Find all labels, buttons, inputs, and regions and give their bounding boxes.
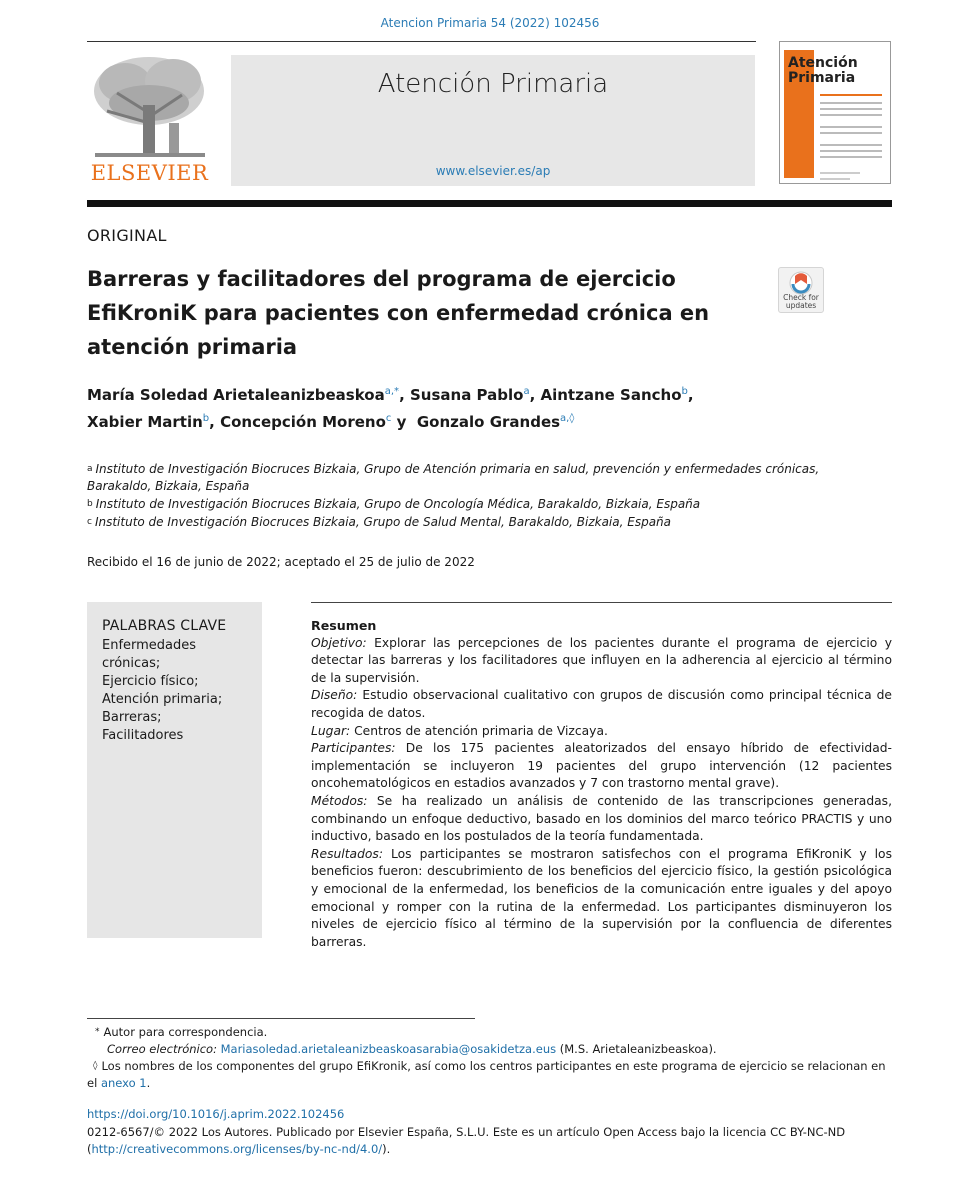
copyright-notice [87,1124,892,1158]
abstract-label: Objetivo: [311,635,367,650]
abstract-text: Se ha realizado un análisis de contenido de las transcripciones generadas, combinando un enfoque deductivo, basado en los dominios del marco teórico PRACTIS y uno inductivo, basado en los postulados de la teoría fundamentada. [311,793,892,844]
affiliation-c [87,514,887,531]
affiliation-mark: b [87,499,93,509]
copyright-end: ). [382,1142,391,1156]
author-affil-mark[interactable]: a,◊ [560,413,575,424]
correspondence-text: Autor para correspondencia. [103,1025,268,1039]
footnote-correspondence [87,1024,892,1058]
abstract-participants [311,740,892,793]
author-name: Aintzane Sancho [540,386,682,404]
email-link[interactable]: Mariasoledad.arietaleanizbeaskoasarabia@osakidetza.eus [220,1042,557,1056]
abstract-label: Métodos: [311,793,368,808]
author-separator: , [209,413,221,431]
group-note: Los nombres de los componentes del grupo EfiKronik, así como los centros participantes en este programa de ejercicio se relacionan en el [87,1059,886,1090]
author-name: Susana Pablo [409,386,524,404]
doi-link[interactable]: https://doi.org/10.1016/j.aprim.2022.102456 [87,1107,345,1121]
check-for-updates-button[interactable] [778,267,824,313]
affiliation-mark: a [87,464,93,474]
cover-line [820,94,882,96]
footnote-group [87,1058,892,1092]
abstract-objective [311,635,892,688]
abstract-design [311,687,892,722]
abstract-label: Lugar: [311,723,351,738]
author-affil-mark[interactable]: b [202,413,210,424]
keyword-item: crónicas; [102,656,161,671]
header-rule [87,41,756,42]
received-dates: Recibido el 16 de junio de 2022; aceptado el 25 de julio de 2022 [87,555,475,569]
keywords-list [102,637,222,745]
author-affil-mark[interactable]: b [681,386,688,397]
elsevier-wordmark: ELSEVIER [90,161,209,185]
author-name: María Soledad Arietaleanizbeaskoa [87,386,385,404]
abstract-text: Centros de atención primaria de Vizcaya. [350,723,608,738]
abstract-setting [311,723,892,741]
affiliation-a [87,461,887,495]
keyword-item: Barreras; [102,710,162,725]
correspondence-mark: * [95,1027,100,1037]
journal-banner [231,55,755,186]
cover-text-lines [820,102,882,180]
abstract-text: De los 175 pacientes aleatorizados del ensayo híbrido de efectividad-implementación se incluyeron 19 pacientes del grupo intervención (12 pacientes oncohematológicos en estadios avanzados y 7 con trastorno mental grave). [311,741,892,791]
keyword-item: Facilitadores [102,728,184,743]
author-separator: , [399,386,410,404]
author-affil-mark[interactable]: c [385,413,392,424]
author-name: Xabier Martin [87,413,203,431]
abstract-rule [311,602,892,603]
abstract-label: Participantes: [311,741,396,756]
abstract-heading: Resumen [311,618,377,633]
article-title: Barreras y facilitadores del programa de ejercicio EfiKroniK para pacientes con enfermedad crónica en atención primaria [87,267,710,359]
journal-url[interactable]: www.elsevier.es/ap [435,164,551,178]
abstract-text: Explorar las percepciones de los pacientes durante el programa de ejercicio y detectar las barreras y los facilitadores que influyen en la adherencia al ejercicio al término de la supervisión. [311,635,892,685]
footnote-rule [87,1018,475,1019]
annex-link[interactable]: anexo 1 [100,1076,147,1090]
author-affil-mark[interactable]: a [523,386,530,397]
group-mark: ◊ [93,1061,98,1071]
affiliation-text: Instituto de Investigación Biocruces Bizkaia, Grupo de Salud Mental, Barakaldo, Bizkaia, España [94,515,672,529]
abstract-text: Los participantes se mostraron satisfechos con el programa EfiKroniK y los beneficios fueron: descubrimiento de los beneficios del ejercicio físico, la gestión psicológica y emocional de la enfermedad, los beneficios de la comunicación entre iguales y del apoyo emocional y romper con la rutina de la enfermedad. Los participantes disminuyeron los niveles de ejercicio físico al término de la supervisión por la confluencia de diferentes barreras. [311,846,892,949]
abstract-methods [311,793,892,846]
annex-end: . [146,1076,151,1090]
author-separator: , [687,386,694,404]
cover-title: Atención Primaria [788,55,858,86]
author-name: Concepción Moreno [220,413,386,431]
email-owner: (M.S. Arietaleanizbeaskoa). [559,1042,717,1056]
affiliation-mark: c [87,517,92,527]
abstract-text: Estudio observacional cualitativo con grupos de discusión como principal técnica de recogida de datos. [311,688,892,720]
journal-title: Atención Primaria [377,69,609,99]
affiliation-b [87,496,887,513]
keyword-item: Ejercicio físico; [102,674,199,689]
check-for-updates-label: Check for updates [783,293,819,310]
elsevier-logo [87,53,212,190]
author-affil-mark[interactable]: a,* [384,386,400,397]
abstract-results [311,846,892,952]
journal-cover[interactable] [779,41,891,184]
author-separator: y [391,413,412,431]
author-list [87,380,807,434]
journal-citation[interactable]: Atencion Primaria 54 (2022) 102456 [380,16,600,30]
keywords-title: PALABRAS CLAVE [102,618,227,634]
affiliation-text: Instituto de Investigación Biocruces Bizkaia, Grupo de Atención primaria en salud, prevención y enfermedades crónicas, Barakaldo, Bizkaia, España [87,462,820,493]
license-link[interactable]: http://creativecommons.org/licenses/by-nc-nd/4.0/ [91,1142,383,1156]
keyword-item: Enfermedades [102,638,197,653]
header-bar [87,200,892,207]
keywords-box [87,602,262,938]
author-name: Gonzalo Grandes [416,413,561,431]
article-type: ORIGINAL [87,226,167,245]
affiliation-text: Instituto de Investigación Biocruces Bizkaia, Grupo de Oncología Médica, Barakaldo, Bizkaia, España [95,497,701,511]
email-label: Correo electrónico: [107,1042,217,1056]
keyword-item: Atención primaria; [102,692,223,707]
author-separator: , [529,386,541,404]
abstract [311,617,892,951]
copyright-text: 0212-6567/© 2022 Los Autores. Publicado por Elsevier España, S.L.U. Este es un artículo Open Access bajo la licencia CC BY-NC-ND ( [87,1125,846,1156]
abstract-label: Resultados: [311,846,383,861]
abstract-label: Diseño: [311,688,358,703]
